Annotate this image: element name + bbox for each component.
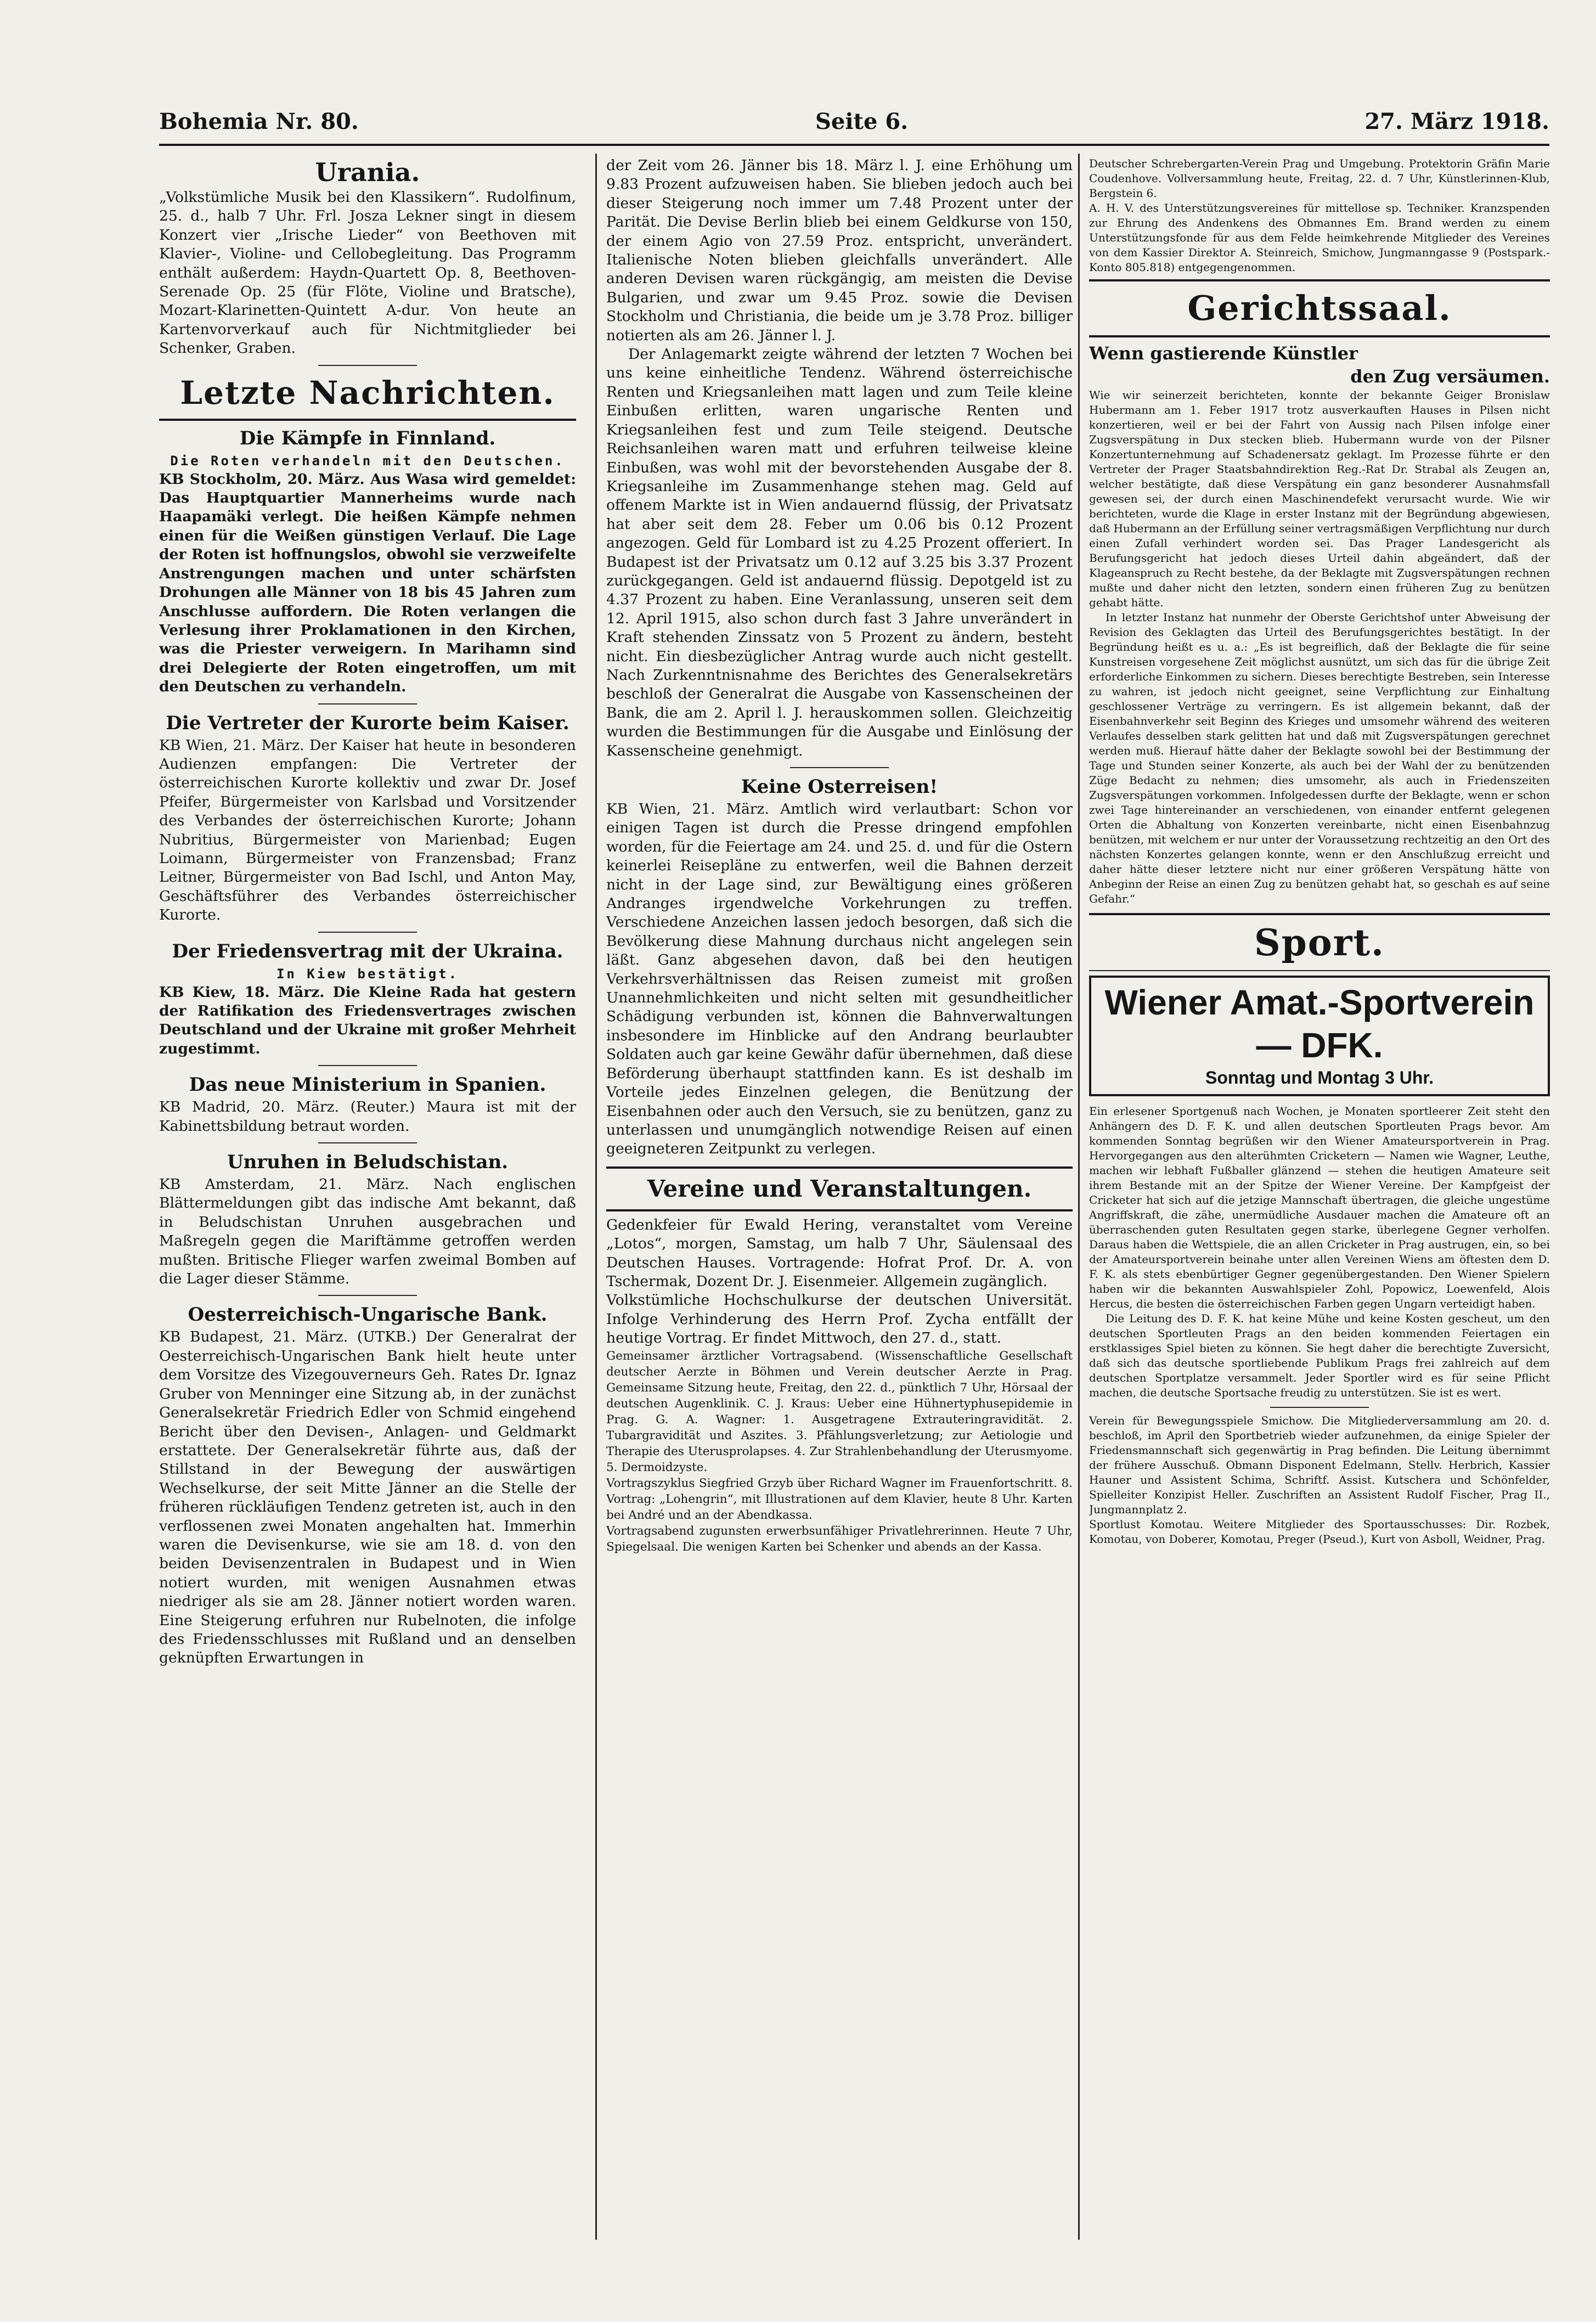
finnland-article: KB Stockholm, 20. März. Aus Wasa wird gemeldet: Das Hauptquartier Mannerheims wurde nach Haapamäki verlegt. Die heißen Kämpfe nehmen einen für die Weißen günstigen Verlauf. Die Lage der Roten ist hoffnungslos, obwohl sie verzweifelte Anstrengungen machen und unter schärfsten Drohungen alle Männer von 18 bis 45 Jahren zum Anschlusse auffordern. Die Roten verlangen die Verlesung ihrer Proklamationen in den Kirchen, was die Priester verweigern. In Marihamn sind drei Delegierte der Roten eingetroffen, um mit den Deutschen zu verhandeln. bbox=[159, 470, 576, 696]
divider bbox=[318, 1065, 417, 1066]
column-divider-2 bbox=[1078, 154, 1080, 2240]
column-divider-1 bbox=[595, 154, 597, 2240]
divider bbox=[606, 1209, 1073, 1211]
urania-title: Urania. bbox=[315, 157, 420, 187]
gerichtssaal-headline-2: den Zug versäumen. bbox=[1350, 366, 1550, 387]
divider bbox=[790, 767, 889, 768]
divider bbox=[318, 932, 417, 933]
sport-announcement-title: Wiener Amat.-Sportverein — DFK. bbox=[1104, 983, 1535, 1065]
finnland-title: Die Kämpfe in Finnland. bbox=[239, 427, 496, 449]
beludschistan-article: KB Amsterdam, 21. März. Nach englischen Blättermeldungen gibt das indische Amt bekannt, daß in Beludschistan Unruhen ausgebrachen und Maßregeln gegen die Mariftämme getroffen werden mußten. Britische Flieger warfen zweimal Bomben auf die Lager dieser Stämme. bbox=[159, 1176, 576, 1288]
gerichtssaal-headline-1: Wenn gastierende Künstler bbox=[1089, 343, 1358, 364]
gerichtssaal-article-1: Wie wir seinerzeit berichteten, konnte der bekannte Geiger Bronislaw Hubermann am 1. Feber 1917 trotz ausverkauften Hauses in Pilsen nicht konzertieren, weil er bei der Fahrt von Aussig nach Pilsen infolge einer Zugsverspätung in Dux stecken blieb. Hubermann wurde von der Pilsner Konzertunternehmung auf Schadenersatz geklagt. Im Prozesse führte er den Vertreter der Prager Staatsbahndirektion Reg.-Rat Dr. Strabal als Zeugen an, welcher bestätigte, daß diese Verspätung ein ganz besonderer Ausnahmsfall gewesen sei, der durch einen Maschinendefekt verursacht wurde. Wie wir berichteten, wurde die Klage in erster Instanz mit der Begründung abgewiesen, daß Hubermann an der Erfüllung seiner vertragsmäßigen Verpflichtung nur durch einen Zufall verhindert worden sei. Das Prager Landesgericht als Berufungsgericht hat jedoch dieses Urteil dahin abgeändert, daß der Klageanspruch zu Recht bestehe, da der Beklagte mit Zugsverspätungen rechnen mußte und daher nicht den letzten, sondern einen früheren Zug zu benützen gehabt hätte. bbox=[1089, 388, 1550, 609]
schrebergarten-notice: Deutscher Schrebergarten-Verein Prag und Umgebung. Protektorin Gräfin Marie Coudenhove. Vollversammlung heute, Freitag, 22. d. 7 Uhr, Künstlerinnen-Klub, Bergstein 6. bbox=[1089, 157, 1550, 200]
bank-article-continued: der Zeit vom 26. Jänner bis 18. März l. J. eine Erhöhung um 9.83 Prozent aufzuweisen haben. Sie blieben jedoch auch bei dieser Steigerung noch immer um 7.48 Prozent unter der Parität. Die Devise Berlin blieb bei einem Geldkurse von 150, der einem Agio von 27.59 Proz. entspricht, unverändert. Italienische Noten blieben gleichfalls unverändert. Alle anderen Devisen waren rückgängig, am meisten die Devise Bulgarien, und zwar um 9.45 Proz. sowie die Devisen Stockholm und Christiania, die beide um je 3.78 Proz. billiger notierten als am 26. Jänner l. J. bbox=[606, 157, 1073, 344]
sport-announcement-subtitle: Sonntag und Montag 3 Uhr. bbox=[1205, 1068, 1434, 1087]
divider bbox=[1089, 970, 1550, 971]
privatlehrerinnen-notice: Vortragsabend zugunsten erwerbsunfähiger Privatlehrerinnen. Heute 7 Uhr, Spiegelsaal. Die wenigen Karten bei Schenker und abends an der Kassa. bbox=[606, 1524, 1073, 1554]
divider bbox=[318, 365, 417, 366]
bank-article: KB Budapest, 21. März. (UTKB.) Der Generalrat der Oesterreichisch-Ungarischen Bank hielt heute unter dem Vorsitze des Vizegouverneurs Geh. Rates Dr. Ignaz Gruber von Menninger eine Sitzung ab, in der zunächst Generalsekretär Friedrich Edler von Schmid eingehend Bericht über den Devisen-, Anlagen- und Geldmarkt erstattete. Der Generalsekretär führte aus, daß der Stillstand in der Bewegung der auswärtigen Wechselkurse, der seit Mitte Jänner an die Stelle der früheren rückläufigen Tendenz getreten ist, auch in den verflossenen zwei Monaten angehalten hat. Immerhin waren die Devisenkurse, wie sie am 18. d. von den beiden Devisenzentralen in Budapest und in Wien notiert wurden, mit wenigen Ausnahmen etwas niedriger als sie am 28. Jänner notiert worden waren. Eine Steigerung erfuhren nur Rubelnoten, die infolge des Friedensschlusses mit Rußland und an denselben geknüpften Erwartungen in bbox=[159, 1328, 576, 1667]
divider bbox=[1270, 1407, 1369, 1408]
kurorte-title: Die Vertreter der Kurorte beim Kaiser. bbox=[166, 712, 569, 734]
vereine-title: Vereine und Veranstaltungen. bbox=[647, 1175, 1032, 1202]
issue-date: 27. März 1918. bbox=[1364, 109, 1549, 134]
divider bbox=[1089, 913, 1550, 915]
divider bbox=[606, 1166, 1073, 1169]
spanien-title: Das neue Ministerium in Spanien. bbox=[189, 1074, 546, 1096]
gerichtssaal-article-2: In letzter Instanz hat nunmehr der Oberste Gerichtshof unter Abweisung der Revision des Geklagten das Urteil des Berufungsgerichtes bestätigt. In der Begründung heißt es u. a.: „Es ist begreiflich, daß der Beklagte die für seine Kunstreisen vorgesehene Zeit möglichst ausnützt, um sich das für die übrige Zeit erforderliche Einkommen zu sichern. Dieses berechtigte Bestreben, sein Interesse zu wahren, ist jedoch nicht geeignet, seine Verpflichtung zur Einhaltung geschlossener Verträge zu verringern. Es ist allgemein bekannt, daß der Eisenbahnverkehr seit Beginn des Krieges und umsomehr während des weiteren Verlaufes desselben stark gelitten hat und daß mit Zugsverspätungen gerechnet werden muß. Hierauf hätte daher der Beklagte sowohl bei der Bestimmung der Tage und Stunden seiner Konzerte, als auch bei der Wahl der zu benützenden Züge Bedacht zu nehmen; dies umsomehr, als auch in Friedenszeiten Zugsverspätungen vorkommen. Infolgedessen durfte der Beklagte, wenn er schon zwei Tage hintereinander an verschiedenen, von einander entfernt gelegenen Orten die Abhaltung von Konzerten vereinbarte, nicht einen Eisenbahnzug benützen, mit welchem er nur unter der Voraussetzung rechtzeitig an den Ort des nächsten Konzertes gelangen konnte, wenn er den Anschlußzug erreicht und daher hätte dieser letztere nicht nur einer größeren Verspätung hätte von Anbeginn der Reise an einen Zug zu benützen gehabt hat, so geschah es auf seine Gefahr.“ bbox=[1089, 611, 1550, 905]
wagner-notice: Vortragszyklus Siegfried Grzyb über Richard Wagner im Frauenfortschritt. 8. Vortrag: „Lohengrin“, mit Illustrationen auf dem Klavier, heute 8 Uhr. Karten bei André und an der Abendkassa. bbox=[606, 1476, 1073, 1522]
aerzte-notice: Gemeinsamer ärztlicher Vortragsabend. (Wissenschaftliche Gesellschaft deutscher Aerzte in Böhmen und Verein deutscher Aerzte in Prag. Gemeinsame Sitzung heute, Freitag, den 22. d., pünktlich 7 Uhr, Hörsaal der deutschen Augenklinik. C. J. Kraus: Ueber eine Hühnertyphusepidemie in Prag. G. A. Wagner: 1. Ausgetragene Extrauteringravidität. 2. Tubargravidität und Aszites. 3. Pfählungsverletzung; zur Aetiologie und Therapie des Uterusprolapses. 4. Zur Strahlenbehandlung der Uterusmyome. 5. Dermoidzyste. bbox=[606, 1349, 1073, 1474]
bank-title: Oesterreichisch-Ungarische Bank. bbox=[188, 1304, 548, 1326]
sport-title: Sport. bbox=[1254, 921, 1385, 964]
divider bbox=[1089, 335, 1550, 337]
gerichtssaal-title: Gerichtssaal. bbox=[1187, 288, 1452, 328]
running-head bbox=[159, 109, 1549, 142]
finnland-subtitle: Die Roten verhandeln mit den Deutschen. bbox=[170, 453, 565, 469]
issue-label: Bohemia Nr. 80. bbox=[159, 109, 359, 134]
hering-notice: Gedenkfeier für Ewald Hering, veranstaltet vom Vereine „Lotos“, morgen, Samstag, um halb 7 Uhr, Säulensaal des Deutschen Hauses. Vortragende: Hofrat Prof. Dr. A. von Tschermak, Dozent Dr. J. Eisenmeier. Allgemein zugänglich. bbox=[606, 1216, 1073, 1290]
sport-article-1: Ein erlesener Sportgenuß nach Wochen, je Monaten sportleerer Zeit steht den Anhängern des D. F. K. und allen deutschen Sportleuten Prags bevor. Am kommenden Sonntag begrüßen wir den Wiener Amateursportverein in Prag. Hervorgegangen aus den alterühmten Cricketern — Namen wie Wagner, Leuthe, machen wir lebhaft Fußballer glänzend — stehen die heutigen Amateure seit ihrem Bestande mit an der Spitze der Wiener Vereine. Der Kampfgeist der Cricketer hat sich auf die jetzige Mannschaft übertragen, die gleiche ungestüme Angriffskraft, die zähe, unermüdliche Ausdauer machen die Amateure oft an überraschenden guten Resultaten gegen starke, überlegene Gegner verholfen. Daraus haben die Wettspiele, die an allen Cricketer in Prag austrugen, ein, so bei der Amateursportverein beinahe unter allen Vereinen Wiens am öftesten dem D. F. K. als stets ebenbürtiger Gegner gegenübergestanden. Den Wiener Spielern haben wir die bekannten Auswahlspieler Zohl, Popowicz, Loewenfeld, Alois Hercus, die besten die österreichischen Farben gegen Ungarn verteidigt haben. bbox=[1089, 1104, 1550, 1310]
divider bbox=[318, 1142, 417, 1143]
ukraina-subtitle: In Kiew bestätigt. bbox=[276, 966, 459, 982]
beludschistan-title: Unruhen in Beludschistan. bbox=[227, 1151, 509, 1174]
sport-announcement-box bbox=[1089, 976, 1550, 1096]
divider bbox=[318, 1295, 417, 1296]
letzte-nachrichten-title: Letzte Nachrichten. bbox=[180, 374, 555, 412]
page-number: Seite 6. bbox=[815, 109, 909, 134]
urania-article: „Volkstümliche Musik bei den Klassikern“. Rudolfinum, 25. d., halb 7 Uhr. Frl. Josza Lekner singt in diesem Konzert vier „Irische Lieder“ von Beethoven mit Klavier-, Violine- und Cellobegleitung. Das Programm enthält außerdem: Haydn-Quartett Op. 8, Beethoven-Serenade Op. 25 (für Flöte, Violine und Bratsche), Mozart-Klarinetten-Quintett A-dur. Von heute an Kartenvorverkauf auch für Nichtmitglieder bei Schenker, Graben. bbox=[159, 189, 576, 357]
column-middle bbox=[606, 156, 1073, 2240]
smichow-notice: Verein für Bewegungsspiele Smichow. Die Mitgliederversammlung am 20. d. beschloß, im April den Sportbetrieb wieder aufzunehmen, da einige Spieler der Friedensmannschaft sich gegenwärtig in Prag befinden. Die Leitung übernimmt der frühere Ausschuß. Obmann Disponent Edelmann, Stellv. Herbrich, Kassier Hauner und Assistent Schima, Schriftf. Assist. Kutschera und Schönfelder, Spielleiter Konzipist Heller. Zuschriften an Assistent Rudolf Fischer, Prag II., Jungmannplatz 2. bbox=[1089, 1414, 1550, 1516]
divider bbox=[318, 703, 417, 705]
osterreisen-title: Keine Osterreisen! bbox=[741, 776, 938, 798]
divider bbox=[1089, 279, 1550, 281]
column-right bbox=[1089, 156, 1550, 2240]
spanien-article: KB Madrid, 20. März. (Reuter.) Maura ist mit der Kabinettsbildung betraut worden. bbox=[159, 1098, 576, 1135]
kurorte-article: KB Wien, 21. März. Der Kaiser hat heute in besonderen Audienzen empfangen: Die Vertreter der österreichischen Kurorte kollektiv und zwar Dr. Josef Pfeifer, Bürgermeister von Karlsbad und Vorsitzender des Verbandes der österreichischen Kurorte; Johann Nubritius, Bürgermeister von Marienbad; Eugen Loimann, Bürgermeister von Franzensbad; Franz Leitner, Bürgermeister von Bad Ischl, und Anton May, Geschäftsführer des Verbandes österreichischer Kurorte. bbox=[159, 736, 576, 924]
osterreisen-article: KB Wien, 21. März. Amtlich wird verlautbart: Schon vor einigen Tagen ist durch die Presse dringend empfohlen worden, für die Feiertage am 24. und 25. d. und für die Ostern keinerlei Reisepläne zu entwerfen, weil die Bahnen derzeit nicht in der Lage sind, zur Bewältigung eines größeren Andranges irgendwelche Vorkehrungen zu treffen. Verschiedene Anzeichen lassen jedoch besorgen, daß sich die Bevölkerung diese Mahnung durchaus nicht angelegen sein läßt. Ganz abgesehen davon, daß bei den heutigen Verkehrsverhältnissen das Reisen zumeist mit großen Unannehmlichkeiten und nicht selten mit gesundheitlicher Schädigung verbunden ist, können die Bahnverwaltungen insbesondere im Hinblicke auf den Andrang beurlaubter Soldaten auch gar keine Gewähr dafür übernehmen, daß diese Beförderung überhaupt stattfinden kann. Es ist deshalb im Vorteile jedes Einzelnen gelegen, die Benützung der Eisenbahnen oder auch den Versuch, sie zu benützen, ganz zu unterlassen und unumgänglich notwendige Reisen auf einen geeigneteren Zeitpunkt zu verlegen. bbox=[606, 801, 1073, 1158]
column-left bbox=[159, 156, 576, 2240]
header-rule bbox=[159, 144, 1549, 146]
ukraina-article: KB Kiew, 18. März. Die Kleine Rada hat gestern der Ratifikation des Friedensvertrages zwischen Deutschland und der Ukraine mit großer Mehrheit zugestimmt. bbox=[159, 983, 576, 1057]
sport-article-2: Die Leitung des D. F. K. hat keine Mühe und keine Kosten gescheut, um den deutschen Sportleuten Prags an den beiden kommenden Feiertagen ein erstklassiges Spiel bieten zu können. Sie hegt daher die berechtigte Zuversicht, daß sich das deutsche sportliebende Publikum Prags frei zahlreich auf dem deutschen Sportplatze versammelt. Jeder Sportler wird es für seine Pflicht machen, die deutsche Sportsache freudig zu unterstützen. Sie ist es wert. bbox=[1089, 1312, 1550, 1399]
bank-article-anlagemarkt: Der Anlagemarkt zeigte während der letzten 7 Wochen bei uns keine einheitliche Tendenz. Während österreichische Renten und Kriegsanleihen matt lagen und zum Teile kleine Einbußen erlitten, waren ungarische Renten und Kriegsanleihen fest und zum Teile steigend. Deutsche Reichsanleihen waren matt und erfuhren teilweise kleine Einbußen, was wohl mit der bevorstehenden Ausgabe der 8. Kriegsanleihe im Zusammenhange stehen mag. Geld auf offenem Markte ist in Wien andauernd flüssig, der Privatsatz hat aber seit dem 28. Feber um 0.06 bis 0.12 Prozent angezogen. Geld für Lombard ist zu 4.25 Prozent offeriert. In Budapest ist der Privatsatz um 0.12 auf 3.25 bis 3.37 Prozent zurückgegangen. Geld ist andauernd flüssig. Depotgeld ist zu 4.37 Prozent zu haben. Eine Veranlassung, unseren seit dem 12. April 1915, also schon durch fast 3 Jahre unverändert in Kraft stehenden Zinssatz von 5 Prozent zu ändern, besteht nicht. Ein diesbezüglicher Antrag wurde auch nicht gestellt. Nach Zurkenntnisnahme des Berichtes des Generalsekretärs beschloß der Generalrat die Ausgabe von Kassenscheinen der Bank, die am 2. April l. J. herauskommen sollen. Gleichzeitig wurden die Bestimmungen für die Ausgabe und Einlösung der Kassenscheine genehmigt. bbox=[606, 346, 1073, 759]
divider bbox=[159, 419, 576, 421]
hochschulkurse-notice: Volkstümliche Hochschulkurse der deutschen Universität. Infolge Verhinderung des Herrn Prof. Zycha entfällt der heutige Vortrag. Er findet Mittwoch, den 27. d., statt. bbox=[606, 1292, 1073, 1347]
unterstuetzungsverein-notice: A. H. V. des Unterstützungsvereines für mittellose sp. Techniker. Kranzspenden zur Ehrung des Andenkens des Obmannes Em. Brand werden zu einem Unterstützungsfonde für aus dem Felde heimkehrende Mitglieder des Vereines von dem Kassier Direktor A. Steinreich, Smichow, Jungmanngasse 9 (Postspark.-Konto 805.818) entgegengenommen. bbox=[1089, 201, 1550, 274]
sportlust-notice: Sportlust Komotau. Weitere Mitglieder des Sportausschusses: Dir. Rozbek, Komotau, von Doberer, Komotau, Preger (Pseud.), Kurt von Asboll, Weidner, Prag. bbox=[1089, 1518, 1550, 1546]
ukraina-title: Der Friedensvertrag mit der Ukraina. bbox=[172, 940, 563, 962]
